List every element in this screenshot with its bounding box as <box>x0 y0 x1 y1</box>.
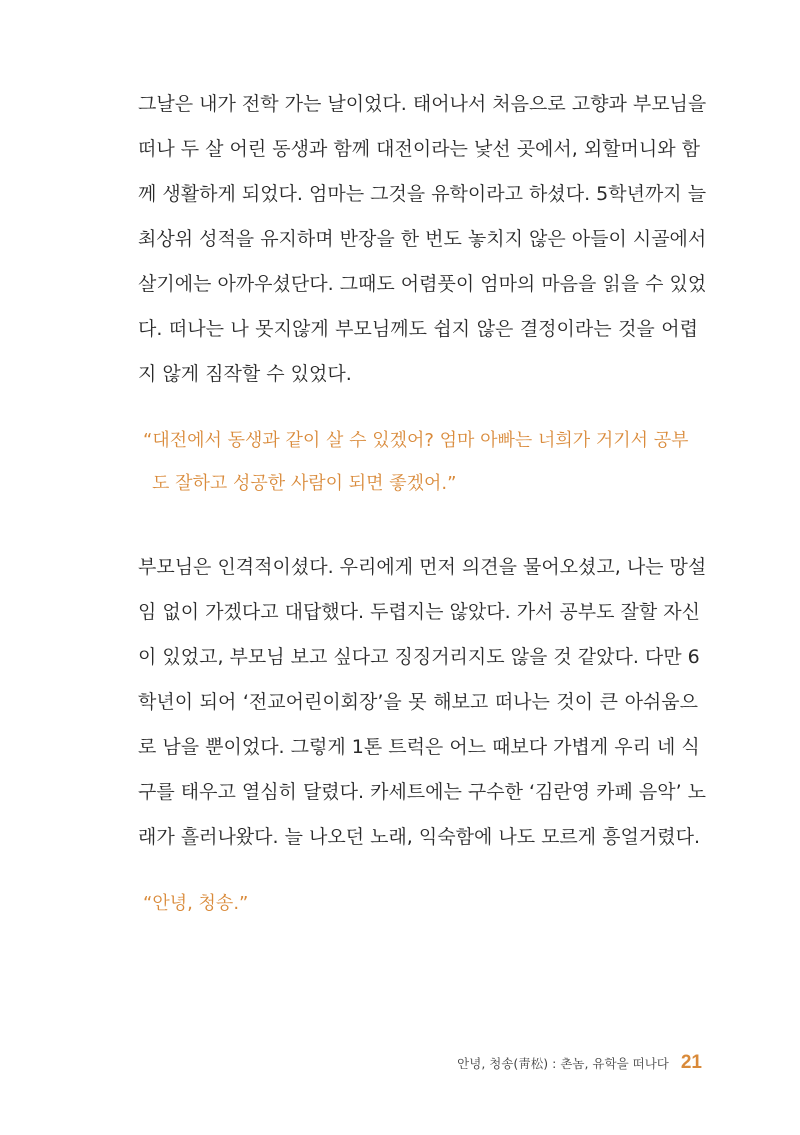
paragraph-line: 학년이 되어 ‘전교어린이회장’을 못 해보고 떠나는 것이 큰 아쉬움으 <box>138 691 698 713</box>
paragraph-line: 래가 흘러나왔다. 늘 나오던 노래, 익숙함에 나도 모르게 흥얼거렸다. <box>138 826 700 848</box>
paragraph-line: 이 있었고, 부모님 보고 싶다고 징징거리지도 않을 것 같았다. 다만 6 <box>138 646 700 668</box>
paragraph-line: 임 없이 가겠다고 대답했다. 두렵지는 않았다. 가서 공부도 잘할 자신 <box>138 601 700 623</box>
paragraph-line: 살기에는 아까우셨단다. 그때도 어렴풋이 엄마의 마음을 읽을 수 있었 <box>138 273 707 295</box>
quote-line: “안녕, 청송.” <box>143 893 249 914</box>
paragraph-line: 최상위 성적을 유지하며 반장을 한 번도 놓치지 않은 아들이 시골에서 <box>138 228 707 250</box>
paragraph-line: 부모님은 인격적이셨다. 우리에게 먼저 의견을 물어오셨고, 나는 망설 <box>138 556 707 578</box>
paragraph-line: 지 않게 짐작할 수 있었다. <box>138 363 352 385</box>
quote-line: 도 잘하고 성공한 사람이 되면 좋겠어.” <box>152 473 457 494</box>
page-footer <box>457 1052 702 1074</box>
paragraph-line: 구를 태우고 열심히 달렸다. 카세트에는 구수한 ‘김란영 카페 음악’ 노 <box>138 781 707 803</box>
running-title: 안녕, 청송(靑松) : 촌놈, 유학을 떠나다 <box>457 1056 669 1071</box>
paragraph-line: 께 생활하게 되었다. 엄마는 그것을 유학이라고 하셨다. 5학년까지 늘 <box>138 183 707 205</box>
page-number: 21 <box>680 1052 702 1073</box>
paragraph-line: 다. 떠나는 나 못지않게 부모님께도 쉽지 않은 결정이라는 것을 어렵 <box>138 318 698 340</box>
paragraph-line: 로 남을 뿐이었다. 그렇게 1톤 트럭은 어느 때보다 가볍게 우리 네 식 <box>138 736 700 758</box>
paragraph-line: 그날은 내가 전학 가는 날이었다. 태어나서 처음으로 고향과 부모님을 <box>138 93 707 115</box>
quote-line: “대전에서 동생과 같이 살 수 있겠어? 엄마 아빠는 너희가 거기서 공부 <box>143 430 689 451</box>
paragraph-line: 떠나 두 살 어린 동생과 함께 대전이라는 낯선 곳에서, 외할머니와 함 <box>138 138 700 160</box>
